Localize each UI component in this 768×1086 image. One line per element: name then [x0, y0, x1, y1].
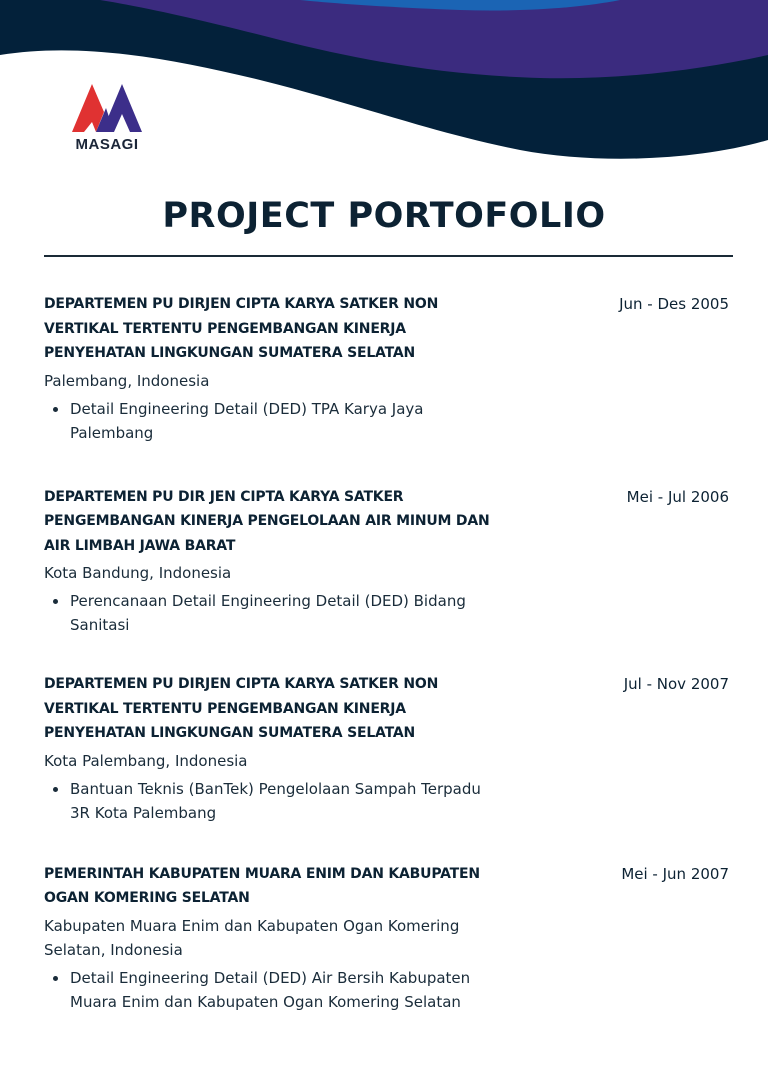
project-item — [44, 777, 490, 825]
project-item-text: Detail Engineering Detail (DED) TPA Karya Jaya Palembang — [70, 399, 424, 442]
logo-text: MASAGI — [75, 136, 139, 153]
project-entry — [44, 485, 733, 638]
project-entry — [44, 292, 733, 445]
project-location: Kota Bandung, Indonesia — [44, 564, 232, 582]
project-title: DEPARTEMEN PU DIR JEN CIPTA KARYA SATKER PENGEMBANGAN KINERJA PENGELOLAAN AIR MINUM DAN AIR LIMBAH JAWA BARAT — [44, 488, 490, 554]
project-items — [44, 966, 733, 1014]
project-items — [44, 397, 733, 445]
project-item-text: Perencanaan Detail Engineering Detail (DED) Bidang Sanitasi — [70, 592, 466, 634]
project-items — [44, 589, 733, 637]
project-date: Jun - Des 2005 — [619, 295, 729, 313]
project-entry — [44, 862, 733, 1014]
project-date: Jul - Nov 2007 — [623, 675, 729, 693]
project-date: Mei - Jun 2007 — [621, 864, 729, 883]
bullet-icon — [53, 976, 58, 981]
project-location: Kabupaten Muara Enim dan Kabupaten Ogan Komering Selatan, Indonesia — [44, 916, 460, 959]
project-title: DEPARTEMEN PU DIRJEN CIPTA KARYA SATKER NON VERTIKAL TERTENTU PENGEMBANGAN KINERJA PENYEHATAN LINGKUNGAN SUMATERA SELATAN — [44, 296, 439, 361]
project-title: PEMERINTAH KABUPATEN MUARA ENIM DAN KABUPATEN OGAN KOMERING SELATAN — [44, 865, 480, 906]
project-item — [44, 397, 490, 445]
project-item-text: Detail Engineering Detail (DED) Air Bersih Kabupaten Muara Enim dan Kabupaten Ogan Komering Selatan — [70, 968, 471, 1011]
project-item — [44, 966, 490, 1014]
project-title: DEPARTEMEN PU DIRJEN CIPTA KARYA SATKER NON VERTIKAL TERTENTU PENGEMBANGAN KINERJA PENYEHATAN LINGKUNGAN SUMATERA SELATAN — [44, 676, 439, 741]
project-location: Kota Palembang, Indonesia — [44, 751, 248, 770]
project-entry — [44, 672, 733, 825]
project-items — [44, 777, 733, 825]
project-date: Mei - Jul 2006 — [626, 487, 729, 506]
title-divider — [44, 255, 733, 257]
project-location: Palembang, Indonesia — [44, 371, 210, 390]
project-list — [44, 292, 733, 1054]
logo-mark-icon — [68, 82, 146, 136]
project-item-text: Bantuan Teknis (BanTek) Pengelolaan Sampah Terpadu 3R Kota Palembang — [70, 779, 481, 822]
project-item — [44, 589, 490, 637]
masagi-logo — [68, 82, 146, 158]
bullet-icon — [53, 787, 58, 792]
bullet-icon — [53, 599, 58, 604]
bullet-icon — [53, 407, 58, 412]
page-title: PROJECT PORTOFOLIO — [162, 196, 606, 236]
